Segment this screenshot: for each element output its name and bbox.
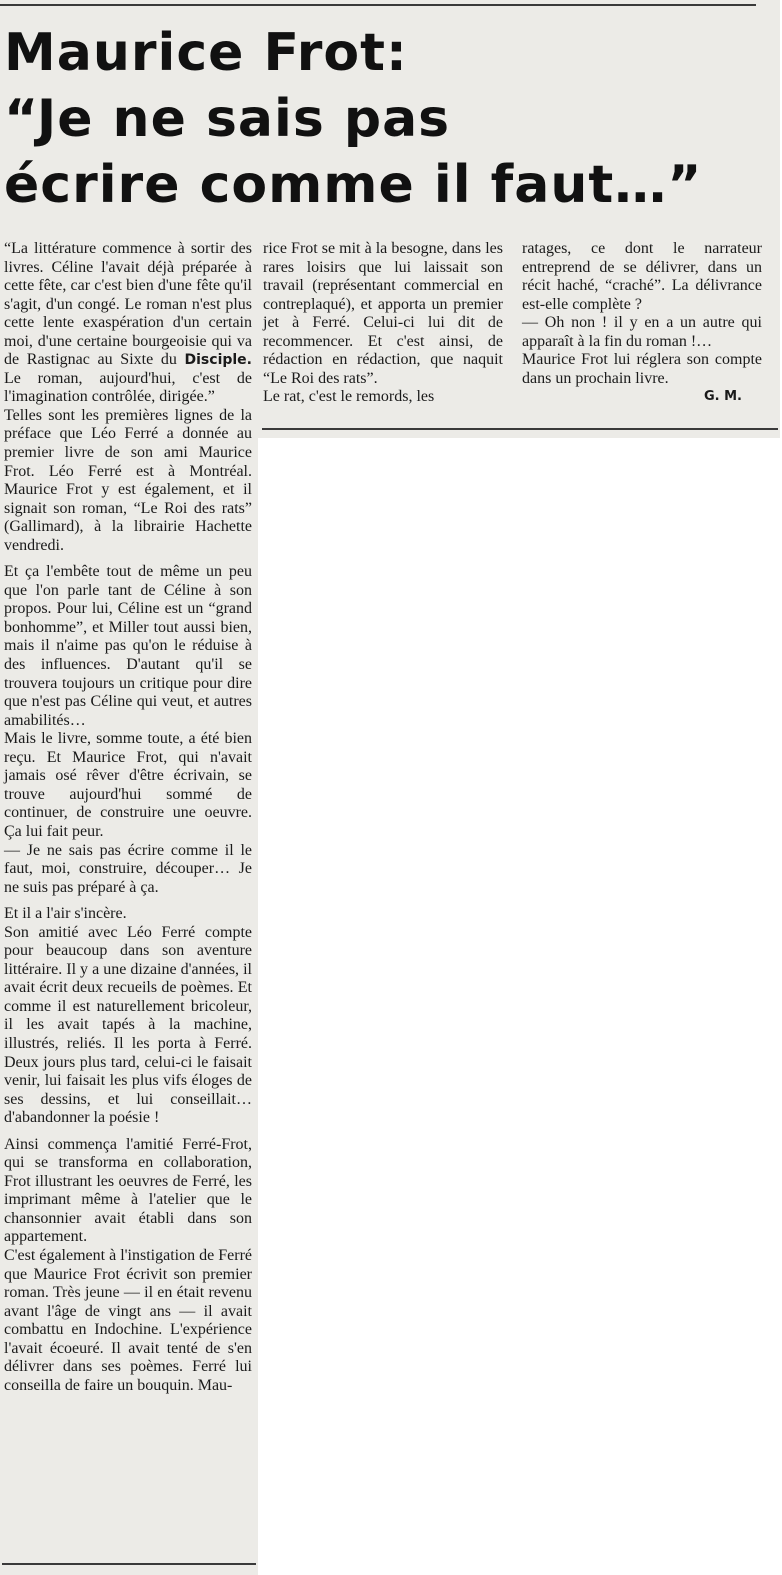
- paragraph-6: Et il a l'air s'incère.: [4, 905, 127, 923]
- headline-line-2: “Je ne sais pas: [4, 89, 451, 149]
- top-rule: [0, 4, 756, 6]
- book-title-bold: Disciple.: [184, 352, 252, 369]
- article-column-3: [522, 240, 762, 407]
- author-signature: G. M.: [703, 389, 742, 405]
- paragraph-11: Le rat, c'est le remords, les: [263, 388, 435, 406]
- headline-line-3: écrire comme il faut…”: [4, 155, 703, 215]
- headline: [4, 20, 702, 218]
- paragraph-14: Maurice Frot lui réglera son compte dans un prochain livre.: [522, 351, 762, 387]
- paragraph-12: ratages, ce dont le narrateur entreprend de se délivrer, dans un récit haché, “craché”. La délivrance est-elle complète ?: [522, 240, 762, 313]
- paragraph-5: — Je ne sais pas écrire comme il le faut, moi, construire, découper… Je ne suis pas préparé à ça.: [4, 841, 252, 896]
- paragraph-1-end: Le roman, aujourd'hui, c'est de l'imagination contrôlée, dirigée.”: [4, 369, 252, 406]
- article-column-1: [4, 240, 252, 1395]
- paragraph-13: — Oh non ! il y en a un autre qui apparaît à la fin du roman !…: [522, 314, 762, 350]
- paragraph-1: [4, 240, 252, 407]
- paragraph-2: Telles sont les premières lignes de la préface que Léo Ferré a donnée au premier livre de son ami Maurice Frot. Léo Ferré est à Montréal. Maurice Frot y est également, et il signait son roman, “Le Roi des rats” (Gallimard), à la librairie Hachette vendredi.: [4, 406, 252, 554]
- paragraph-7: Son amitié avec Léo Ferré compte pour beaucoup dans son aventure littéraire. Il y a une dizaine d'années, il avait écrit deux recueils de poèmes. Et comme il est naturellement bricoleur, il les avait tapés à la machine, illustrés, reliés. Il les porta à Ferré. Deux jours plus tard, celui-ci le faisait venir, lui faisait les plus vifs éloges de ses dessins, et lui conseillait… d'abandonner la poésie !: [4, 923, 252, 1127]
- paragraph-1-text: “La littérature commence à sortir des livres. Céline l'avait déjà préparée à cette fête, car c'est bien d'une fête qu'il s'agit, d'un congé. Le roman n'est plus cette lente exaspération d'un certain moi, d'une certaine bourgeoisie qui va de Rastignac au Sixte du: [4, 240, 252, 369]
- article-column-2: [263, 240, 503, 407]
- paragraph-9: C'est également à l'instigation de Ferré que Maurice Frot écrivit son premier roman. Très jeune — il en était revenu avant l'âge de vingt ans — il avait combattu en Indochine. L'expérience l'avait écoeuré. Il avait tenté de s'en délivrer dans ses poèmes. Ferré lui conseilla de faire un bouquin. Mau-: [4, 1246, 252, 1394]
- paragraph-4: Mais le livre, somme toute, a été bien reçu. Et Maurice Frot, qui n'avait jamais osé rêver d'être écrivain, se trouve aujourd'hui sommé de continuer, de construire une oeuvre. Ça lui fait peur.: [4, 730, 252, 840]
- section-rule: [262, 428, 778, 430]
- bottom-rule: [2, 1563, 256, 1565]
- paragraph-3: Et ça l'embête tout de même un peu que l'on parle tant de Céline à son propos. Pour lui, Céline est un “grand bonhomme”, et Miller tout aussi bien, mais il n'aime pas qu'on le réduise à des influences. D'autant qu'il se trouvera toujours un critique pour dire que n'est pas Céline qui veut, et autres amabilités…: [4, 563, 252, 729]
- paragraph-10: rice Frot se mit à la besogne, dans les rares loisirs que lui laissait son travail (représentant commercial en contreplaqué), et apporta un premier jet à Ferré. Celui-ci lui dit de recommencer. Et c'est ainsi, de rédaction en rédaction, que naquit “Le Roi des rats”.: [263, 240, 503, 387]
- headline-line-1: Maurice Frot:: [4, 23, 408, 83]
- paragraph-8: Ainsi commença l'amitié Ferré-Frot, qui se transforma en collaboration, Frot illustrant les oeuvres de Ferré, les imprimant même à l'atelier que le chansonnier avait établi dans son appartement.: [4, 1135, 252, 1246]
